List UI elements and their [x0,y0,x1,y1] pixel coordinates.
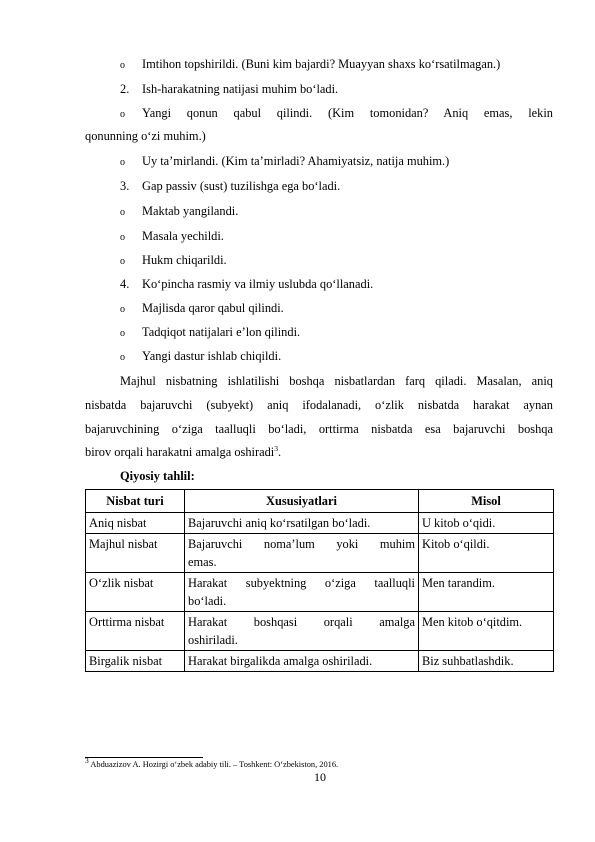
section-heading: Qiyosiy tahlil: [120,469,195,483]
bullet-marker: o [120,256,125,267]
cell-type: Majhul nisbat [86,534,185,573]
table-row [86,612,554,651]
cell-properties-text: Harakat birgalikda amalga oshiriladi. [188,654,373,668]
bullet-marker: o [120,304,125,315]
cell-properties-text: emas. [188,555,217,569]
paragraph-line: nisbatda bajaruvchi (subyekt) aniq ifodalanadi, o‘zlik nisbatda harakat aynan [85,398,553,412]
bullet-marker: o [120,328,125,339]
paragraph-line: bajaruvchining o‘ziga taalluqli bo‘ladi, orttirma nisbatda esa bajaruvchi boshqa [85,422,553,436]
list-item: Imtihon topshirildi. (Buni kim bajardi? Muayyan shaxs ko‘rsatilmagan.) [142,57,501,71]
column-header: Nisbat turi [86,490,185,513]
table-row [86,534,554,573]
bullet-marker: o [120,352,125,363]
cell-properties-text: Bajaruvchi aniq ko‘rsatilgan bo‘ladi. [188,516,371,530]
cell-properties [185,534,419,573]
cell-properties [185,612,419,651]
cell-type: Birgalik nisbat [86,651,185,672]
list-item: Yangi qonun qabul qilindi. (Kim tomonidan? Aniq emas, lekin [142,106,553,120]
cell-example: Biz suhbatlashdik. [419,651,554,672]
list-item: Masala yechildi. [142,229,224,243]
table-row [86,513,554,534]
bullet-marker: o [120,232,125,243]
cell-properties-text: Harakat subyektning o‘ziga taalluqli [188,576,415,590]
bullet-marker: o [120,207,125,218]
list-number: 4. [120,277,130,291]
footnote-mark: 3 [85,756,89,766]
cell-type: Orttirma nisbat [86,612,185,651]
cell-example: Men kitob o‘qitdim. [419,612,554,651]
column-header: Xususiyatlari [185,490,419,513]
table-row [86,573,554,612]
cell-properties-text: Harakat boshqasi orqali amalga [188,615,415,629]
cell-properties [185,573,419,612]
bullet-marker: o [120,60,125,71]
cell-properties-text: Bajaruvchi noma’lum yoki muhim [188,537,415,551]
list-item: Uy ta’mirlandi. (Kim ta’mirladi? Ahamiyatsiz, natija muhim.) [142,154,450,168]
cell-example: Kitob o‘qildi. [419,534,554,573]
bullet-marker: o [120,157,125,168]
cell-properties-text: bo‘ladi. [188,594,227,608]
comparison-table [85,489,554,672]
cell-properties-text: oshiriladi. [188,633,238,647]
table-row [86,651,554,672]
list-item: Ish-harakatning natijasi muhim bo‘ladi. [142,82,339,96]
page-number: 10 [314,770,326,784]
cell-properties [185,651,419,672]
column-header: Misol [419,490,554,513]
cell-type: O‘zlik nisbat [86,573,185,612]
list-item: Majlisda qaror qabul qilindi. [142,301,284,315]
footnote-separator [85,757,203,758]
bullet-marker: o [120,109,125,120]
list-number: 2. [120,82,130,96]
cell-example: U kitob o‘qidi. [419,513,554,534]
list-item: Yangi dastur ishlab chiqildi. [142,349,282,363]
list-item: Maktab yangilandi. [142,204,239,218]
cell-example: Men tarandim. [419,573,554,612]
footnote [85,756,339,770]
cell-properties [185,513,419,534]
list-item: Tadqiqot natijalari e’lon qilindi. [142,325,301,339]
list-item-continuation: qonunning o‘zi muhim.) [85,129,206,143]
list-item: Gap passiv (sust) tuzilishga ega bo‘ladi. [142,179,341,193]
cell-type: Aniq nisbat [86,513,185,534]
paragraph-text: birov orqali harakatni amalga oshiradi [85,445,275,459]
footnote-text: Abduazizov A. Hozirgi o‘zbek adabiy tili. – Toshkent: O‘zbekiston, 2016. [88,760,339,769]
paragraph-line [85,444,281,460]
list-number: 3. [120,179,130,193]
list-item: Ko‘pincha rasmiy va ilmiy uslubda qo‘llanadi. [142,277,374,291]
paragraph-line: Majhul nisbatning ishlatilishi boshqa nisbatlardan farq qiladi. Masalan, aniq [120,374,553,388]
table-header-row [86,490,554,513]
list-item: Hukm chiqarildi. [142,253,227,267]
footnote-reference[interactable]: 3 [274,443,278,453]
paragraph-period: . [278,445,282,459]
